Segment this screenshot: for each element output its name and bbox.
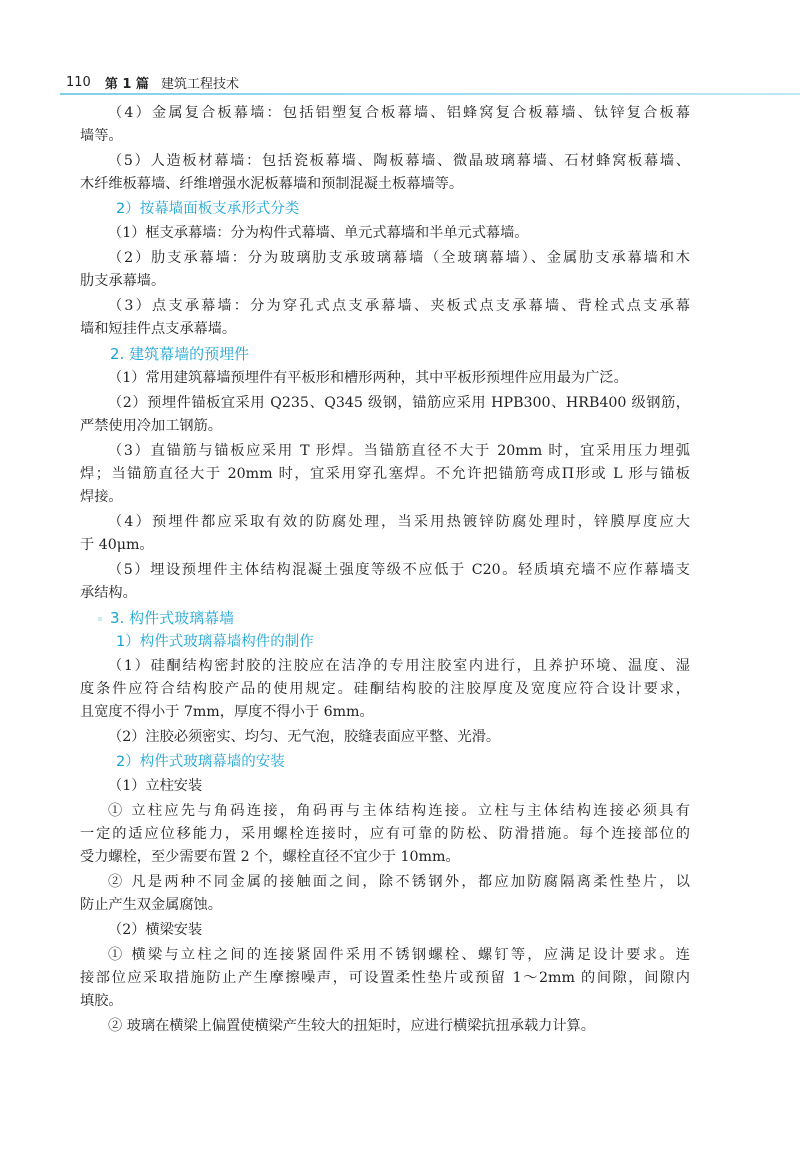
paragraph: [80, 222, 690, 245]
subsection-heading: 2）按幕墙面板支承形式分类: [116, 201, 300, 217]
text-line: （2）横梁安装: [108, 922, 203, 938]
paragraph: [80, 655, 690, 724]
text-line: （3）点支承幕墙：分为穿孔式点支承幕墙、夹板式点支承幕墙、背栓式点支承幕: [108, 298, 690, 314]
paragraph: [80, 1015, 690, 1038]
text-line: ① 立柱应先与角码连接，角码再与主体结构连接。立柱与主体结构连接必须具有: [108, 803, 690, 819]
paragraph: [80, 295, 690, 341]
paragraph: [80, 392, 690, 438]
paragraph: [80, 800, 690, 869]
text-line: （2）预埋件锚板宜采用 Q235、Q345 级钢，锚筋应采用 HPB300、HRB400 级钢筋，: [108, 395, 690, 411]
paragraph: [80, 511, 690, 557]
paragraph: [80, 944, 690, 1013]
text-line: 焊接。: [80, 489, 123, 505]
text-line: 肋支承幕墙。: [80, 273, 166, 289]
paragraph: [80, 775, 690, 798]
text-line: （4）预埋件都应采取有效的防腐处理，当采用热镀锌防腐处理时，锌膜厚度应大: [108, 514, 690, 530]
text-line: 墙和短挂件点支承幕墙。: [80, 321, 237, 337]
header-title: 建筑工程技术: [160, 76, 239, 92]
text-line: （2）注胶必须密实、均匀、无气泡，胶缝表面应平整、光滑。: [108, 729, 501, 745]
text-line: 且宽度不得小于 7mm，厚度不得小于 6mm。: [80, 704, 374, 720]
text-line: （4）金属复合板幕墙：包括铝塑复合板幕墙、铝蜂窝复合板幕墙、钛锌复合板幕: [108, 105, 690, 121]
text-line: （1）常用建筑幕墙预埋件有平板形和槽形两种，其中平板形预埋件应用最为广泛。: [108, 370, 628, 386]
text-line: 严禁使用冷加工钢筋。: [80, 418, 222, 434]
text-line: 焊；当锚筋直径大于 20mm 时，宜采用穿孔塞焊。不允许把锚筋弯成Π形或 L 形与锚板: [80, 466, 690, 482]
text-line: 木纤维板幕墙、纤维增强水泥板幕墙和预制混凝土板幕墙等。: [80, 176, 464, 192]
header-rule: [60, 93, 800, 95]
text-line: （1）框支承幕墙：分为构件式幕墙、单元式幕墙和半单元式幕墙。: [108, 225, 529, 241]
document-body: [80, 102, 690, 1040]
text-line: 墙等。: [80, 128, 123, 144]
section-heading: 3. 构件式玻璃幕墙: [80, 607, 690, 630]
page-number: 110: [66, 74, 91, 90]
subsection-heading: 1）构件式玻璃幕墙构件的制作: [116, 634, 314, 650]
paragraph: [80, 102, 690, 148]
text-line: （1）立柱安装: [108, 778, 203, 794]
text-line: 一定的适应位移能力，采用螺栓连接时，应有可靠的防松、防滑措施。每个连接部位的: [80, 826, 690, 842]
page-header: [66, 70, 796, 94]
paragraph: [80, 559, 690, 605]
paragraph: [80, 150, 690, 196]
text-line: ② 玻璃在横梁上偏置使横梁产生较大的扭矩时，应进行横梁抗扭承载力计算。: [108, 1018, 595, 1034]
text-line: （3）直锚筋与锚板应采用 T 形焊。当锚筋直径不大于 20mm 时，宜采用压力埋弧: [108, 443, 690, 459]
part-label: 第 1 篇: [104, 76, 149, 92]
paragraph: [80, 367, 690, 390]
paragraph: [80, 871, 690, 917]
text-line: （5）埋设预埋件主体结构混凝土强度等级不应低于 C20。轻质填充墙不应作幕墙支: [108, 562, 690, 578]
paragraph: [80, 440, 690, 509]
paragraph: [80, 247, 690, 293]
text-line: （2）肋支承幕墙：分为玻璃肋支承玻璃幕墙（全玻璃幕墙）、金属肋支承幕墙和木: [108, 250, 690, 266]
text-line: 承结构。: [80, 585, 137, 601]
text-line: 接部位应采取措施防止产生摩擦噪声，可设置柔性垫片或预留 1～2mm 的间隙，间隙内: [80, 970, 690, 986]
paragraph: [80, 726, 690, 749]
text-line: 于 40μm。: [80, 537, 154, 553]
text-line: （5）人造板材幕墙：包括瓷板幕墙、陶板幕墙、微晶玻璃幕墙、石材蜂窝板幕墙、: [108, 153, 690, 169]
text-line: 填胶。: [80, 993, 123, 1009]
text-line: 度条件应符合结构胶产品的使用规定。硅酮结构胶的注胶厚度及宽度应符合设计要求，: [80, 681, 690, 697]
text-line: ① 横梁与立柱之间的连接紧固件采用不锈钢螺栓、螺钉等，应满足设计要求。连: [108, 947, 690, 963]
text-line: （1）硅酮结构密封胶的注胶应在洁净的专用注胶室内进行，且养护环境、温度、湿: [108, 658, 690, 674]
text-line: 受力螺栓，至少需要布置 2 个，螺栓直径不宜少于 10mm。: [80, 849, 460, 865]
text-line: ② 凡是两种不同金属的接触面之间，除不锈钢外，都应加防腐隔离柔性垫片，以: [108, 874, 690, 890]
section-heading: 2. 建筑幕墙的预埋件: [110, 345, 250, 363]
subsection-heading: 2）构件式玻璃幕墙的安装: [116, 754, 285, 770]
text-line: 防止产生双金属腐蚀。: [80, 897, 222, 913]
paragraph: [80, 919, 690, 942]
